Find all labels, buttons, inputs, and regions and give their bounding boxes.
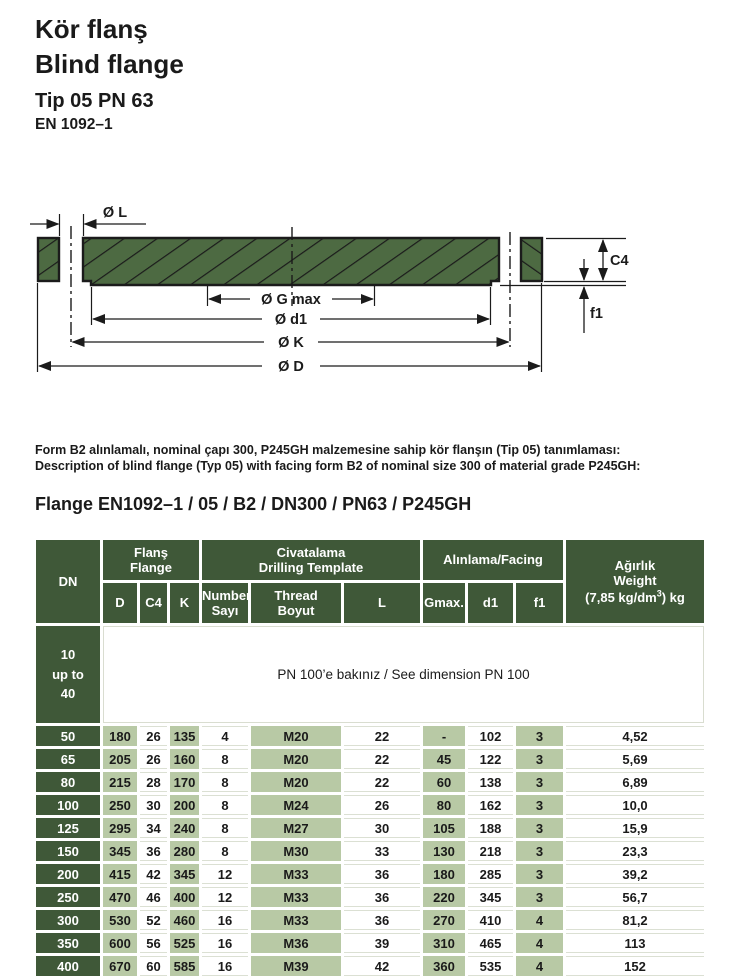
value-cell: 415 xyxy=(103,864,137,884)
value-cell: 8 xyxy=(202,795,248,815)
value-cell: 170 xyxy=(170,772,199,792)
header-col-C4: C4 xyxy=(140,583,167,623)
table-row xyxy=(36,933,704,953)
header-group-facing: Alınlama/Facing xyxy=(423,540,563,580)
value-cell: 218 xyxy=(468,841,513,861)
table-body xyxy=(36,726,704,976)
table-row xyxy=(36,749,704,769)
value-cell: 42 xyxy=(344,956,420,976)
value-cell: 28 xyxy=(140,772,167,792)
page-title-turkish: Kör flanş xyxy=(35,14,148,44)
value-cell: 410 xyxy=(468,910,513,930)
value-cell: M27 xyxy=(251,818,341,838)
value-cell: 3 xyxy=(516,887,563,907)
value-cell: 138 xyxy=(468,772,513,792)
dim-label-d1: Ø d1 xyxy=(274,312,308,328)
value-cell: 8 xyxy=(202,749,248,769)
value-cell: 530 xyxy=(103,910,137,930)
dim-label-Gmax: Ø G max xyxy=(261,292,321,308)
value-cell: 102 xyxy=(468,726,513,746)
flange-section-drawing xyxy=(0,190,734,390)
dimension-table xyxy=(33,537,707,979)
header-col-d1: d1 xyxy=(468,583,513,623)
value-cell: 345 xyxy=(103,841,137,861)
value-cell: 6,89 xyxy=(566,772,704,792)
value-cell: 26 xyxy=(344,795,420,815)
value-cell: M33 xyxy=(251,910,341,930)
value-cell: M36 xyxy=(251,933,341,953)
value-cell: 36 xyxy=(344,864,420,884)
table-row xyxy=(36,795,704,815)
value-cell: 3 xyxy=(516,864,563,884)
value-cell: 16 xyxy=(202,956,248,976)
value-cell: 215 xyxy=(103,772,137,792)
value-cell: M20 xyxy=(251,726,341,746)
value-cell: 46 xyxy=(140,887,167,907)
value-cell: M39 xyxy=(251,956,341,976)
value-cell: 360 xyxy=(423,956,465,976)
dn-cell: 300 xyxy=(36,910,100,930)
value-cell: 4 xyxy=(516,933,563,953)
value-cell: M24 xyxy=(251,795,341,815)
value-cell: 220 xyxy=(423,887,465,907)
value-cell: 33 xyxy=(344,841,420,861)
value-cell: 160 xyxy=(170,749,199,769)
header-col-D: D xyxy=(103,583,137,623)
value-cell: 16 xyxy=(202,933,248,953)
value-cell: 4,52 xyxy=(566,726,704,746)
value-cell: 3 xyxy=(516,841,563,861)
dn-range-cell: 10 up to 40 xyxy=(36,626,100,723)
dn-cell: 350 xyxy=(36,933,100,953)
value-cell: 180 xyxy=(423,864,465,884)
value-cell: 105 xyxy=(423,818,465,838)
value-cell: M30 xyxy=(251,841,341,861)
value-cell: 39,2 xyxy=(566,864,704,884)
value-cell: 8 xyxy=(202,841,248,861)
value-cell: 12 xyxy=(202,864,248,884)
value-cell: 15,9 xyxy=(566,818,704,838)
value-cell: 5,69 xyxy=(566,749,704,769)
title-block xyxy=(35,12,184,136)
header-col-thread: Thread Boyut xyxy=(251,583,341,623)
table-row xyxy=(36,818,704,838)
description-turkish: Form B2 alınlamalı, nominal çapı 300, P245GH malzemesine sahip kör flanşın (Tip 05) tanımlaması: xyxy=(35,443,621,457)
value-cell: 113 xyxy=(566,933,704,953)
dn-cell: 65 xyxy=(36,749,100,769)
value-cell: 42 xyxy=(140,864,167,884)
header-col-L: L xyxy=(344,583,420,623)
table-row xyxy=(36,956,704,976)
value-cell: 310 xyxy=(423,933,465,953)
value-cell: 400 xyxy=(170,887,199,907)
dim-label-f1: f1 xyxy=(590,306,603,322)
value-cell: 585 xyxy=(170,956,199,976)
flange-designation: Flange EN1092–1 / 05 / B2 / DN300 / PN63 / P245GH xyxy=(35,494,472,514)
value-cell: 4 xyxy=(516,910,563,930)
value-cell: M33 xyxy=(251,887,341,907)
table-row xyxy=(36,772,704,792)
standard-label: EN 1092–1 xyxy=(35,116,113,133)
description-block xyxy=(35,443,715,474)
dn-cell: 100 xyxy=(36,795,100,815)
value-cell: 60 xyxy=(423,772,465,792)
value-cell: 81,2 xyxy=(566,910,704,930)
value-cell: 52 xyxy=(140,910,167,930)
header-dn: DN xyxy=(36,540,100,623)
description-english: Description of blind flange (Typ 05) with facing form B2 of nominal size 300 of material grade P245GH: xyxy=(35,458,641,473)
value-cell: 460 xyxy=(170,910,199,930)
value-cell: 4 xyxy=(516,956,563,976)
value-cell: 3 xyxy=(516,749,563,769)
value-cell: 240 xyxy=(170,818,199,838)
value-cell: 23,3 xyxy=(566,841,704,861)
value-cell: 30 xyxy=(344,818,420,838)
dim-label-L: Ø L xyxy=(102,205,128,221)
value-cell: 280 xyxy=(170,841,199,861)
value-cell: 135 xyxy=(170,726,199,746)
value-cell: 200 xyxy=(170,795,199,815)
header-col-K: K xyxy=(170,583,199,623)
value-cell: 36 xyxy=(140,841,167,861)
header-col-number: Number Sayı xyxy=(202,583,248,623)
note-row xyxy=(36,626,704,723)
value-cell: M20 xyxy=(251,772,341,792)
value-cell: 670 xyxy=(103,956,137,976)
dn-cell: 150 xyxy=(36,841,100,861)
value-cell: 162 xyxy=(468,795,513,815)
value-cell: 4 xyxy=(202,726,248,746)
value-cell: M33 xyxy=(251,864,341,884)
value-cell: 188 xyxy=(468,818,513,838)
value-cell: 270 xyxy=(423,910,465,930)
value-cell: 45 xyxy=(423,749,465,769)
value-cell: 80 xyxy=(423,795,465,815)
value-cell: 465 xyxy=(468,933,513,953)
header-col-f1: f1 xyxy=(516,583,563,623)
value-cell: 525 xyxy=(170,933,199,953)
value-cell: 470 xyxy=(103,887,137,907)
header-col-Gmax: Gmax. xyxy=(423,583,465,623)
header-group-drilling: Civatalama Drilling Template xyxy=(202,540,420,580)
value-cell: 26 xyxy=(140,726,167,746)
table-row xyxy=(36,864,704,884)
value-cell: 130 xyxy=(423,841,465,861)
value-cell: 535 xyxy=(468,956,513,976)
header-weight: Ağırlık Weight (7,85 $kg/dm^3$) kg xyxy=(566,540,704,623)
table-header xyxy=(36,540,704,623)
flange-body xyxy=(38,238,542,285)
value-cell: 205 xyxy=(103,749,137,769)
value-cell: 56 xyxy=(140,933,167,953)
value-cell: 36 xyxy=(344,910,420,930)
value-cell: 56,7 xyxy=(566,887,704,907)
value-cell: 3 xyxy=(516,795,563,815)
table-row xyxy=(36,841,704,861)
value-cell: 60 xyxy=(140,956,167,976)
value-cell: 10,0 xyxy=(566,795,704,815)
see-pn100-note: PN 100’e bakınız / See dimension PN 100 xyxy=(103,626,704,723)
value-cell: 3 xyxy=(516,726,563,746)
dn-cell: 50 xyxy=(36,726,100,746)
value-cell: 3 xyxy=(516,818,563,838)
dim-label-K: Ø K xyxy=(278,335,304,351)
value-cell: - xyxy=(423,726,465,746)
value-cell: 3 xyxy=(516,772,563,792)
value-cell: 122 xyxy=(468,749,513,769)
value-cell: 180 xyxy=(103,726,137,746)
value-cell: 152 xyxy=(566,956,704,976)
value-cell: 16 xyxy=(202,910,248,930)
dn-cell: 125 xyxy=(36,818,100,838)
value-cell: 250 xyxy=(103,795,137,815)
value-cell: 285 xyxy=(468,864,513,884)
value-cell: 12 xyxy=(202,887,248,907)
value-cell: 22 xyxy=(344,749,420,769)
dn-cell: 200 xyxy=(36,864,100,884)
value-cell: 345 xyxy=(170,864,199,884)
table-row xyxy=(36,910,704,930)
value-cell: 345 xyxy=(468,887,513,907)
value-cell: 26 xyxy=(140,749,167,769)
dn-cell: 400 xyxy=(36,956,100,976)
dn-cell: 250 xyxy=(36,887,100,907)
value-cell: 8 xyxy=(202,818,248,838)
value-cell: 600 xyxy=(103,933,137,953)
value-cell: 30 xyxy=(140,795,167,815)
value-cell: 22 xyxy=(344,772,420,792)
value-cell: 8 xyxy=(202,772,248,792)
table-row xyxy=(36,726,704,746)
header-group-flange: Flanş Flange xyxy=(103,540,199,580)
value-cell: 22 xyxy=(344,726,420,746)
value-cell: 36 xyxy=(344,887,420,907)
value-cell: 39 xyxy=(344,933,420,953)
value-cell: 34 xyxy=(140,818,167,838)
value-cell: M20 xyxy=(251,749,341,769)
dim-label-D: Ø D xyxy=(278,359,304,375)
table-row xyxy=(36,887,704,907)
type-pressure-label: Tip 05 PN 63 xyxy=(35,90,154,112)
value-cell: 295 xyxy=(103,818,137,838)
dim-label-C4: C4 xyxy=(610,253,629,269)
dn-cell: 80 xyxy=(36,772,100,792)
page-title-english: Blind flange xyxy=(35,49,184,79)
